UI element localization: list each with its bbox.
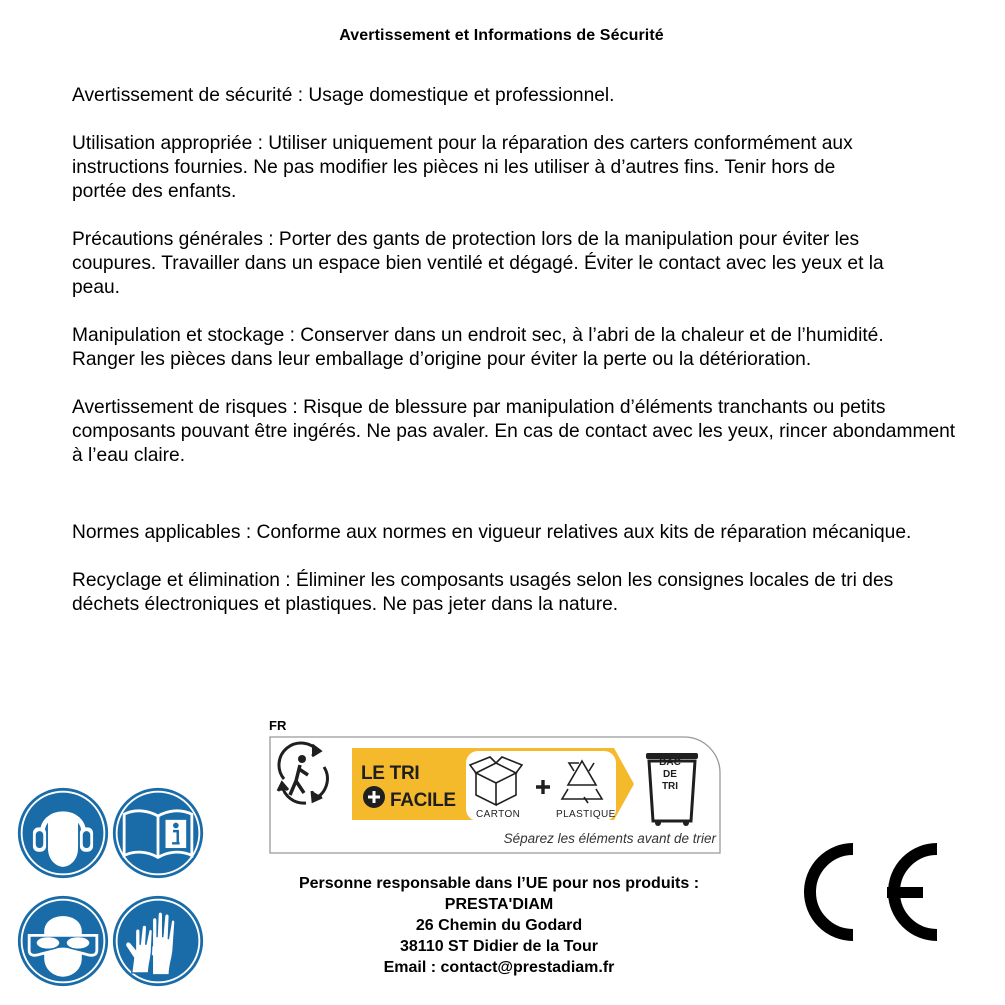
- triman-label: [266, 733, 724, 857]
- bin-label-line: BAC: [659, 757, 681, 768]
- bin-label-line: TRI: [661, 781, 679, 792]
- paragraph-line: déchets électroniques et plastiques. Ne pas jeter dans la nature.: [72, 594, 619, 615]
- paragraph-intended-use: [72, 132, 853, 204]
- triman-carton-label: CARTON: [476, 809, 521, 820]
- paragraph-line: Avertissement de sécurité : Usage domestique et professionnel.: [72, 85, 615, 106]
- paragraph-line: Avertissement de risques : Risque de blessure par manipulation d’éléments tranchants ou petits: [72, 397, 886, 418]
- bin-label-line: DE: [663, 769, 677, 780]
- triman-bin-label: [646, 757, 694, 793]
- protective-gloves-icon: [111, 894, 205, 988]
- paragraph-safety-warning: [72, 84, 615, 108]
- responsible-person-heading: Personne responsable dans l’UE pour nos produits :: [298, 875, 700, 892]
- paragraph-line: Précautions générales : Porter des gants de protection lors de la manipulation pour éviter les: [72, 229, 860, 250]
- paragraph-line: composants pouvant être ingérés. Ne pas avaler. En cas de contact avec les yeux, rincer abondamment: [72, 421, 956, 442]
- paragraph-general-precautions: [72, 228, 884, 300]
- paragraph-line: Ranger les pièces dans leur emballage d’origine pour éviter la perte ou la détérioration.: [72, 349, 812, 370]
- paragraph-line: coupures. Travailler dans un espace bien ventilé et dégagé. Éviter le contact avec les yeux et la: [72, 253, 884, 274]
- ce-mark-icon: [795, 843, 937, 941]
- paragraph-recycling: [72, 569, 893, 617]
- company-name: PRESTA'DIAM: [444, 896, 554, 913]
- eye-protection-icon: [16, 894, 110, 988]
- paragraph-line: à l’eau claire.: [72, 445, 186, 466]
- paragraph-line: Utilisation appropriée : Utiliser uniquement pour la réparation des carters conformément aux: [72, 133, 853, 154]
- page-title: Avertissement et Informations de Sécurité: [339, 27, 664, 44]
- street-address: 26 Chemin du Godard: [415, 917, 583, 934]
- paragraph-line: peau.: [72, 277, 121, 298]
- paragraph-risk-warning: [72, 396, 955, 468]
- read-manual-icon: [111, 786, 205, 880]
- ear-protection-icon: [16, 786, 110, 880]
- paragraph-line: instructions fournies. Ne pas modifier les pièces ni les utiliser à d’autres fins. Tenir hors de: [72, 157, 836, 178]
- triman-slogan-line1: LE TRI: [361, 763, 420, 784]
- paragraph-line: portée des enfants.: [72, 181, 237, 202]
- paragraph-handling-storage: [72, 324, 884, 372]
- triman-plastique-label: PLASTIQUE: [556, 809, 616, 820]
- responsible-person-block: [226, 873, 772, 978]
- triman-footer: Séparez les éléments avant de trier: [503, 831, 716, 846]
- triman-slogan-line2: FACILE: [390, 790, 456, 811]
- paragraph-standards: [72, 521, 911, 545]
- city-address: 38110 ST Didier de la Tour: [400, 938, 598, 955]
- triman-country-code: FR: [269, 718, 287, 733]
- paragraph-line: Manipulation et stockage : Conserver dans un endroit sec, à l’abri de la chaleur et de l’humidité.: [72, 325, 884, 346]
- paragraph-line: Normes applicables : Conforme aux normes en vigueur relatives aux kits de réparation mécanique.: [72, 522, 912, 543]
- paragraph-line: Recyclage et élimination : Éliminer les composants usagés selon les consignes locales de tri des: [72, 570, 894, 591]
- contact-email: Email : contact@prestadiam.fr: [383, 959, 615, 976]
